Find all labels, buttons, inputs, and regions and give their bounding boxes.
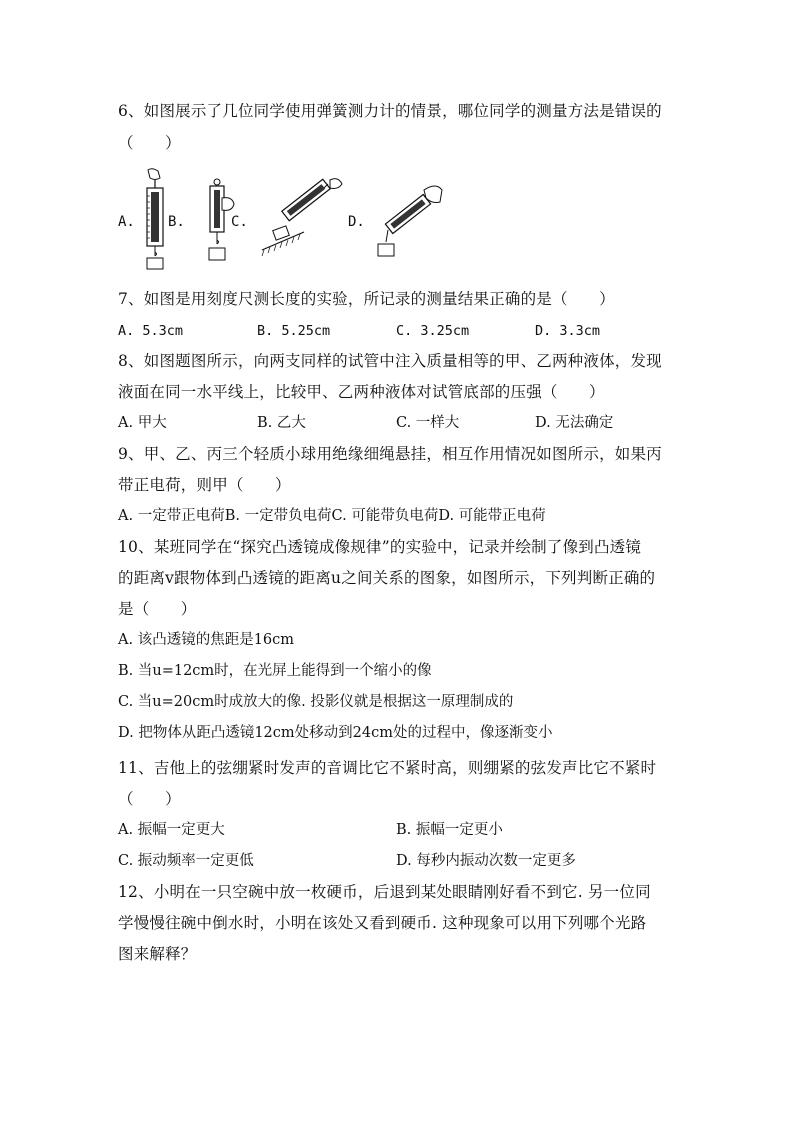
q7-stem: 7、如图是用刻度尺测长度的实验，所记录的测量结果正确的是（ ） [118, 290, 615, 308]
q10-stem-line1: 10、某班同学在“探究凸透镜成像规律”的实验中，记录并绘制了像到凸透镜 [118, 538, 642, 556]
q8-stem-line1: 8、如图题图所示，向两支同样的试管中注入质量相等的甲、乙两种液体，发现 [118, 352, 662, 370]
q10-option-d: D. 把物体从距凸透镜12cm处移动到24cm处的过程中，像逐渐变小 [118, 725, 553, 741]
q7-option-d: D. 3.3cm [535, 323, 601, 339]
q8-option-a: A. 甲大 [118, 415, 167, 431]
q6-label-b: B. [168, 214, 185, 230]
q6-label-d: D. [348, 214, 365, 230]
q7-option-a: A. 5.3cm [118, 323, 184, 339]
q10-stem-line3: 是（ ） [118, 600, 197, 618]
q7-option-c: C. 3.25cm [396, 323, 470, 339]
q6-scale-b-figure [200, 178, 236, 264]
q6-scale-c-figure [258, 176, 348, 258]
q6-stem: 6、如图展示了几位同学使用弹簧测力计的情景，哪位同学的测量方法是错误的 [118, 102, 662, 120]
q9-stem-line2: 带正电荷，则甲（ ） [118, 476, 291, 494]
q11-option-d: D. 每秒内振动次数一定更多 [396, 853, 576, 869]
q10-option-b: B. 当u=12cm时，在光屏上能得到一个缩小的像 [118, 663, 432, 679]
q8-stem-line2: 液面在同一水平线上，比较甲、乙两种液体对试管底部的压强（ ） [118, 383, 605, 401]
q12-stem-line3: 图来解释？ [118, 945, 197, 963]
q12-stem-line2: 学慢慢往碗中倒水时，小明在该处又看到硬币. 这种现象可以用下列哪个光路 [118, 914, 647, 932]
q9-stem-line1: 9、甲、乙、丙三个轻质小球用绝缘细绳悬挂，相互作用情况如图所示，如果丙 [118, 445, 662, 463]
q8-option-d: D. 无法确定 [535, 415, 614, 431]
q9-options: A. 一定带正电荷B. 一定带负电荷C. 可能带负电荷D. 可能带正电荷 [118, 508, 546, 524]
q8-option-c: C. 一样大 [396, 415, 460, 431]
q6-scale-a-figure [138, 168, 172, 272]
q7-option-b: B. 5.25cm [257, 323, 331, 339]
q6-blank: （ ） [118, 134, 181, 152]
q12-stem-line1: 12、小明在一只空碗中放一枚硬币，后退到某处眼睛刚好看不到它. 另一位同 [118, 883, 651, 901]
q11-stem-line2: （ ） [118, 790, 181, 808]
q10-stem-line2: 的距离v跟物体到凸透镜的距离u之间关系的图象，如图所示，下列判断正确的 [118, 569, 656, 587]
q8-option-b: B. 乙大 [257, 415, 306, 431]
q6-label-a: A. [118, 214, 135, 230]
q11-stem-line1: 11、吉他上的弦绷紧时发声的音调比它不紧时高，则绷紧的弦发声比它不紧时 [118, 759, 657, 777]
q6-scale-d-figure [374, 182, 444, 262]
q11-option-a: A. 振幅一定更大 [118, 822, 225, 838]
q11-option-b: B. 振幅一定更小 [396, 822, 503, 838]
q10-option-c: C. 当u=20cm时成放大的像. 投影仪就是根据这一原理制成的 [118, 694, 514, 710]
q10-option-a: A. 该凸透镜的焦距是16cm [118, 632, 295, 648]
q11-option-c: C. 振动频率一定更低 [118, 853, 254, 869]
q6-label-c: C. [231, 214, 248, 230]
